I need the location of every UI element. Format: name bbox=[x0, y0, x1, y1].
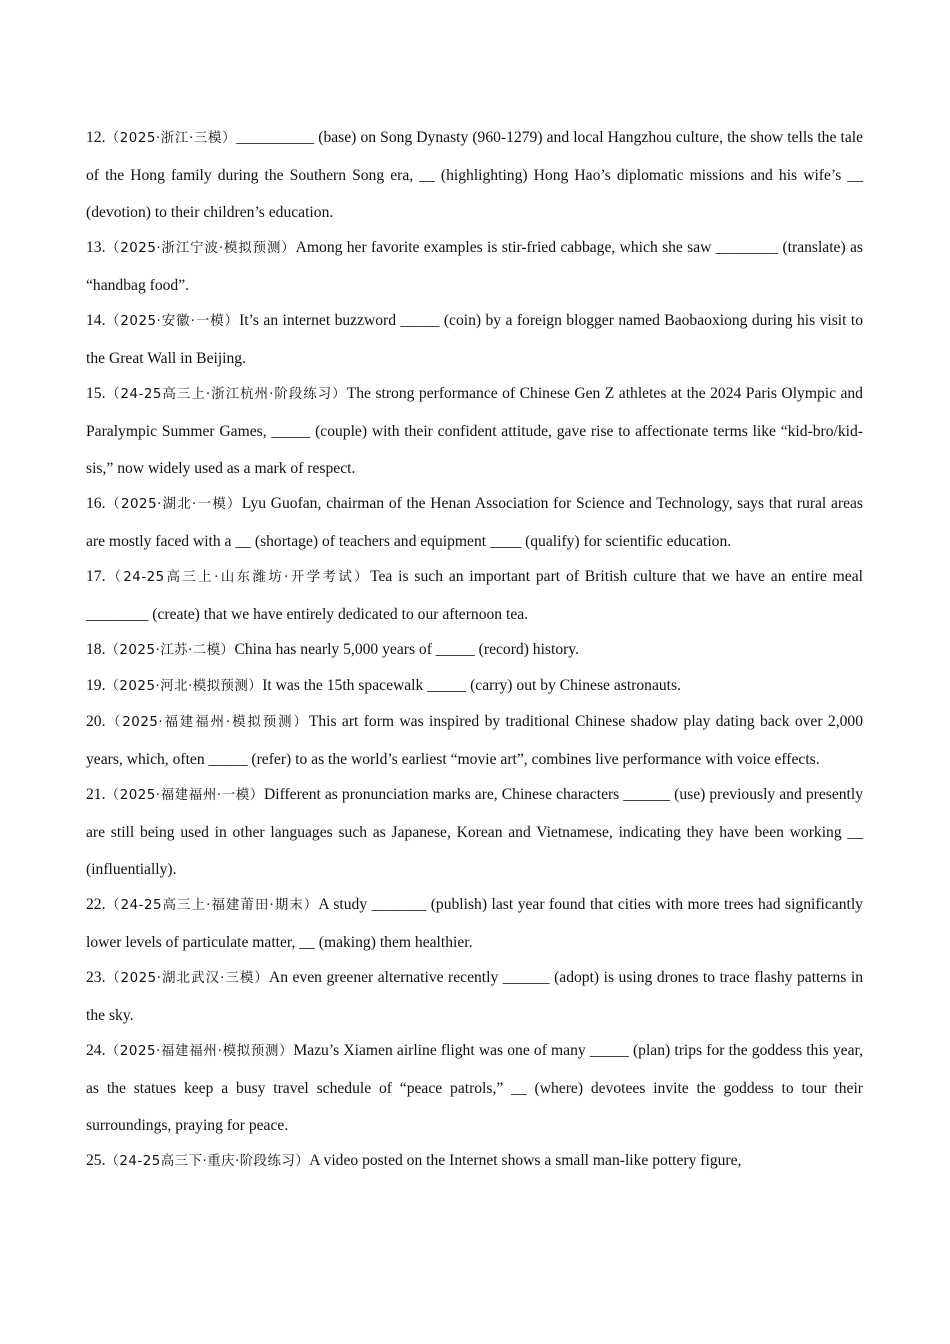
question-15 bbox=[86, 375, 863, 487]
question-16 bbox=[86, 485, 863, 560]
question-23 bbox=[86, 959, 863, 1034]
question-number: 13. bbox=[86, 239, 106, 256]
question-source: （24-25高三上·浙江杭州·阶段练习） bbox=[105, 387, 347, 402]
question-25 bbox=[86, 1142, 863, 1180]
question-source: （24-25高三上·山东潍坊·开学考试） bbox=[105, 570, 371, 585]
question-text: China has nearly 5,000 years of _____ (record) history. bbox=[234, 641, 579, 658]
question-text: This art form was inspired by traditional Chinese shadow play dating back over 2,000 years, which, often _____ (refer) to as the world’s earliest “movie art”, combines live performance with voice effects. bbox=[86, 713, 863, 768]
question-number: 20. bbox=[86, 713, 106, 730]
question-source: （2025·福建福州·模拟预测） bbox=[105, 715, 309, 730]
question-18 bbox=[86, 631, 863, 669]
question-text: It was the 15th spacewalk _____ (carry) out by Chinese astronauts. bbox=[262, 677, 681, 694]
question-source: （2025·浙江宁波·模拟预测） bbox=[105, 241, 296, 256]
question-text: A study _______ (publish) last year found that cities with more trees had significantly lower levels of particulate matter, __ (making) them healthier. bbox=[86, 896, 863, 951]
question-text: An even greener alternative recently ______ (adopt) is using drones to trace flashy patterns in the sky. bbox=[86, 969, 863, 1024]
question-17 bbox=[86, 558, 863, 633]
question-source: （2025·江苏·二模） bbox=[105, 643, 235, 658]
question-number: 15. bbox=[86, 385, 106, 402]
question-14 bbox=[86, 302, 863, 377]
question-number: 24. bbox=[86, 1042, 106, 1059]
question-number: 22. bbox=[86, 896, 106, 913]
question-source: （2025·湖北·一模） bbox=[105, 497, 242, 512]
question-21 bbox=[86, 776, 863, 888]
question-number: 19. bbox=[86, 677, 106, 694]
question-number: 23. bbox=[86, 969, 106, 986]
question-text: Tea is such an important part of British culture that we have an entire meal ________ (create) that we have entirely dedicated to our afternoon tea. bbox=[86, 568, 863, 623]
question-text: Among her favorite examples is stir-fried cabbage, which she saw ________ (translate) as “handbag food”. bbox=[86, 239, 863, 294]
question-number: 16. bbox=[86, 495, 106, 512]
question-20 bbox=[86, 703, 863, 778]
question-text: Lyu Guofan, chairman of the Henan Association for Science and Technology, says that rural areas are mostly faced with a __ (shortage) of teachers and equipment ____ (qualify) for scientific education. bbox=[86, 495, 864, 550]
question-source: （24-25高三上·福建莆田·期末） bbox=[105, 898, 319, 913]
question-13 bbox=[86, 229, 863, 304]
question-source: （2025·福建福州·一模） bbox=[105, 788, 264, 803]
question-text: Mazu’s Xiamen airline flight was one of many _____ (plan) trips for the goddess this year, as the statues keep a busy travel schedule of “peace patrols,” __ (where) devotees invite the goddess to tour their surroundings, praying for peace. bbox=[86, 1042, 863, 1134]
question-number: 18. bbox=[86, 641, 106, 658]
question-19 bbox=[86, 667, 863, 705]
question-source: （2025·湖北武汉·三模） bbox=[105, 971, 269, 986]
question-text: It’s an internet buzzword _____ (coin) by a foreign blogger named Baobaoxiong during his visit to the Great Wall in Beijing. bbox=[86, 312, 864, 367]
question-list bbox=[86, 119, 863, 1178]
question-text: __________ (base) on Song Dynasty (960-1279) and local Hangzhou culture, the show tells the tale of the Hong family during the Southern Song era, __ (highlighting) Hong Hao’s diplomatic missions and his wife’s __ (devotion) to their children’s education. bbox=[86, 129, 863, 221]
question-text: The strong performance of Chinese Gen Z athletes at the 2024 Paris Olympic and Paralympic Summer Games, _____ (couple) with their confident attitude, gave rise to affectionate terms like “kid-bro/kid-sis,” now widely used as a mark of respect. bbox=[86, 385, 863, 477]
question-number: 14. bbox=[86, 312, 106, 329]
question-text: Different as pronunciation marks are, Chinese characters ______ (use) previously and presently are still being used in other languages such as Japanese, Korean and Vietnamese, indicating they have been working __ (influentially). bbox=[86, 786, 863, 878]
question-source: （24-25高三下·重庆·阶段练习） bbox=[105, 1154, 310, 1169]
question-number: 21. bbox=[86, 786, 106, 803]
question-12 bbox=[86, 119, 863, 231]
question-source: （2025·浙江·三模） bbox=[105, 131, 237, 146]
question-24 bbox=[86, 1032, 863, 1144]
question-number: 17. bbox=[86, 568, 106, 585]
question-22 bbox=[86, 886, 863, 961]
question-number: 25. bbox=[86, 1152, 106, 1169]
question-number: 12. bbox=[86, 129, 106, 146]
question-source: （2025·安徽·一模） bbox=[105, 314, 240, 329]
question-source: （2025·福建福州·模拟预测） bbox=[105, 1044, 294, 1059]
question-source: （2025·河北·模拟预测） bbox=[105, 679, 263, 694]
question-text: A video posted on the Internet shows a small man-like pottery figure, bbox=[309, 1152, 742, 1169]
